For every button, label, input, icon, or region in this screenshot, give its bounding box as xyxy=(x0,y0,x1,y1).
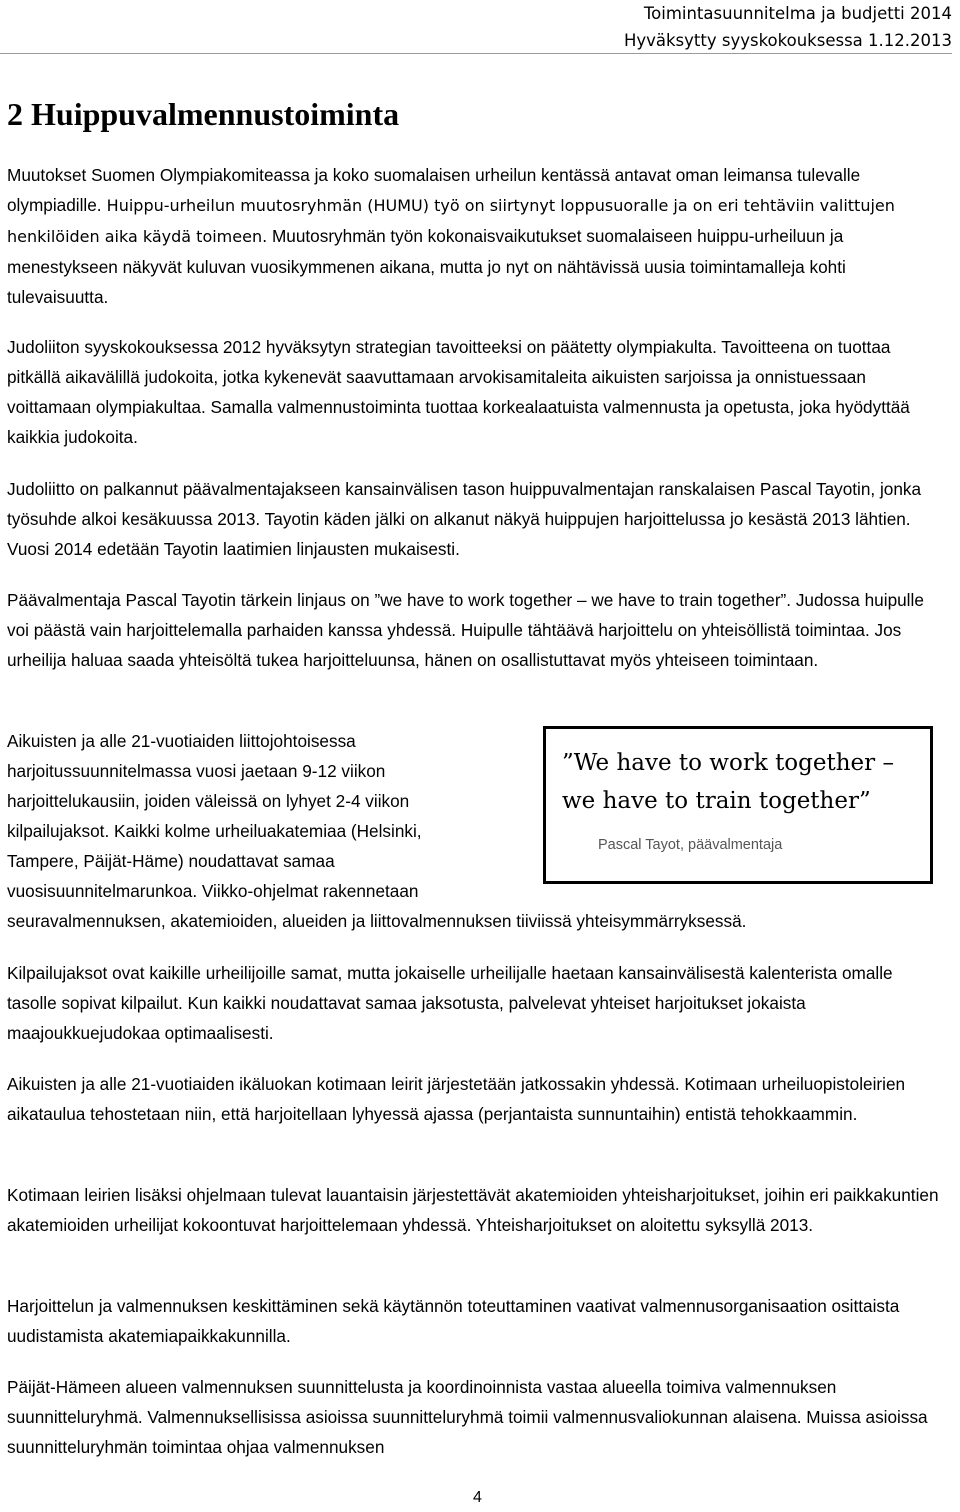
document-header xyxy=(624,0,952,54)
paragraph-1 xyxy=(7,160,947,312)
quote-author: Pascal Tayot, päävalmentaja xyxy=(598,837,783,853)
header-divider xyxy=(0,53,952,54)
paragraph-5-line: harjoittelukausiin, joiden väleissä on lyhyet 2-4 viikon xyxy=(7,791,410,811)
paragraph-10: Päijät-Hämeen alueen valmennuksen suunnittelusta ja koordinoinnista vastaa alueella toimiva valmennuksen suunnitteluryhmä. Valmennuksellisissa asioissa suunnitteluryhmä toimii valmennusvaliokunnan alaisena. Muissa asioissa suunnitteluryhmän toimintaa ohjaa valmennuksen xyxy=(7,1377,928,1457)
paragraph-5-line: vuosisuunnitelmarunkoa. Viikko-ohjelmat rakennetaan xyxy=(7,881,419,901)
quote-text xyxy=(562,744,922,820)
quote-line-2: we have to train together” xyxy=(562,788,871,814)
paragraph-5-line: Tampere, Päijät-Häme) noudattavat samaa xyxy=(7,851,335,871)
paragraph-5-line: seuravalmennuksen, akatemioiden, alueiden ja liittovalmennuksen tiiviissä yhteisymmärryksessä. xyxy=(7,911,747,931)
paragraph-5-line: harjoitussuunnitelmassa vuosi jaetaan 9-12 viikon xyxy=(7,761,386,781)
paragraph-3: Judoliitto on palkannut päävalmentajakseen kansainvälisen tason huippuvalmentajan ranskalaisen Pascal Tayotin, jonka työsuhde alkoi kesäkuussa 2013. Tayotin käden jälki on alkanut näkyä huippujen harjoittelussa jo kesästä 2013 lähtien. Vuosi 2014 edetään Tayotin laatimien linjausten mukaisesti. xyxy=(7,479,922,559)
paragraph-8: Kotimaan leirien lisäksi ohjelmaan tulevat lauantaisin järjestettävät akatemioiden yhteisharjoitukset, joihin eri paikkakuntien akatemioiden urheilijat kokoontuvat harjoittelemaan yhdessä. Yhteisharjoitukset on aloitettu syksyllä 2013. xyxy=(7,1185,939,1235)
paragraph-4: Päävalmentaja Pascal Tayotin tärkein linjaus on ”we have to work together – we have to train together”. Judossa huipulle voi päästä vain harjoittelemalla parhaiden kanssa yhdessä. Huipulle tähtäävä harjoittelu on yhteisöllistä toimintaa. Jos urheilija haluaa saada yhteisöltä tukea harjoitteluunsa, hänen on osallistuttavat myös yhteiseen toimintaan. xyxy=(7,590,924,670)
paragraph-6: Kilpailujaksot ovat kaikille urheilijoille samat, mutta jokaiselle urheilijalle haetaan kansainvälisestä kalenterista omalle tasolle sopivat kilpailut. Kun kaikki noudattavat samaa jaksotusta, palvelevat yhteiset harjoitukset jokaista maajoukkuejudokaa optimaalisesti. xyxy=(7,963,893,1043)
section-title: 2 Huippuvalmennustoiminta xyxy=(7,96,400,132)
paragraph-5-line: kilpailujaksot. Kaikki kolme urheiluakatemiaa (Helsinki, xyxy=(7,821,422,841)
paragraph-1-sentence-1: Muutokset Suomen Olympiakomiteassa ja koko suomalaisen urheilun kentässä antavat oman leimansa tulevalle olympiadille. xyxy=(7,165,861,215)
paragraph-7: Aikuisten ja alle 21-vuotiaiden ikäluokan kotimaan leirit järjestetään jatkossakin yhdessä. Kotimaan urheiluopistoleirien aikataulua tehostetaan niin, että harjoitellaan lyhyessä ajassa (perjantaista sunnuntaihin) entistä tehokkaammin. xyxy=(7,1074,906,1124)
paragraph-9: Harjoittelun ja valmennuksen keskittäminen sekä käytännön toteuttaminen vaativat valmennusorganisaation osittaista uudistamista akatemiapaikkakunnilla. xyxy=(7,1296,900,1346)
paragraph-1-sentence-2: Huippu-urheilun muutosryhmän (HUMU) työ on siirtynyt loppusuoralle ja on eri tehtäviin valittujen henkilöiden aika käydä toimeen. xyxy=(7,196,895,246)
paragraph-2: Judoliiton syyskokouksessa 2012 hyväksytyn strategian tavoitteeksi on päätetty olympiakulta. Tavoitteena on tuottaa pitkällä aikavälillä judokoita, jotka kykenevät saavuttamaan arvokisamitaleita aikuisten sarjoissa ja onnistuessaan voittamaan olympiakultaa. Samalla valmennustoiminta tuottaa korkealaatuista valmennusta ja opetusta, joka hyödyttää kaikkia judokoita. xyxy=(7,337,910,447)
header-title: Toimintasuunnitelma ja budjetti 2014 xyxy=(643,4,952,23)
paragraph-1-sentence-3: Muutosryhmän työn kokonaisvaikutukset suomalaiseen huippu-urheiluun ja menestykseen näkyvät kuluvan vuosikymmenen aikana, mutta jo nyt on nähtävissä uusia toimintamalleja kohti tulevaisuutta. xyxy=(7,226,846,307)
quote-line-1: ”We have to work together – xyxy=(562,750,894,776)
page-number: 4 xyxy=(473,1489,482,1506)
quote-box xyxy=(543,726,933,884)
paragraph-5-line: Aikuisten ja alle 21-vuotiaiden liittojohtoisessa xyxy=(7,731,356,751)
header-approval: Hyväksytty syyskokouksessa 1.12.2013 xyxy=(623,31,952,50)
